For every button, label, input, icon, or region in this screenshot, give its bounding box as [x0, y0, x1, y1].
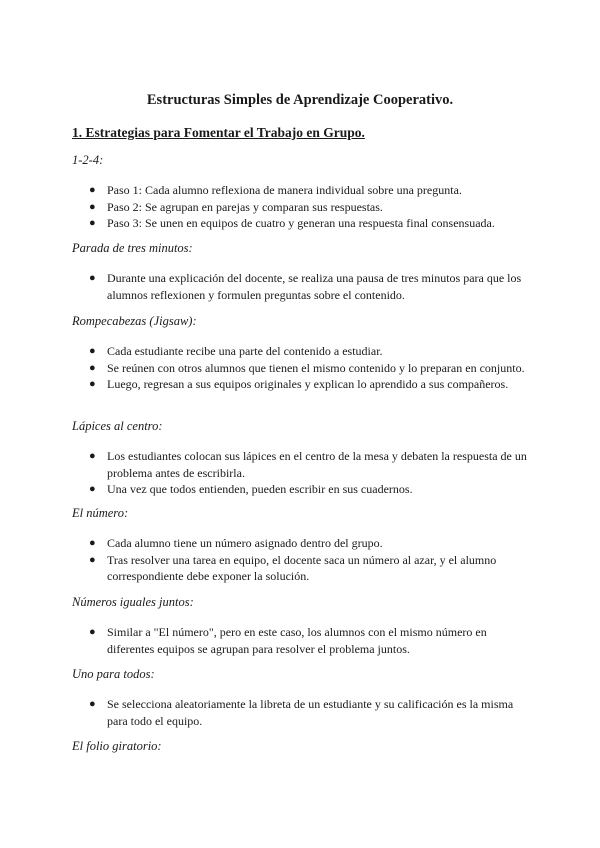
list-item: ● Luego, regresan a sus equipos originales y explican lo aprendido a sus compañeros.	[89, 377, 509, 391]
section-heading: 1. Estrategias para Fomentar el Trabajo en Grupo.	[72, 125, 365, 140]
strategy-steps	[72, 182, 532, 232]
list-item: ● Cada estudiante recibe una parte del contenido a estudiar.	[89, 344, 383, 358]
strategy-parada-tres-minutos	[72, 240, 532, 303]
list-item: ● Paso 2: Se agrupan en parejas y comparan sus respuestas.	[89, 199, 383, 214]
bullet-icon: ●	[89, 217, 96, 229]
strategy-title: 1-2-4:	[72, 153, 104, 167]
strategy-steps	[72, 448, 532, 498]
strategy-steps	[72, 343, 532, 393]
list-item: ● Los estudiantes colocan sus lápices en el centro de la mesa y debaten la respuesta de un problema antes de escribirla.	[89, 449, 527, 480]
strategy-title: Lápices al centro:	[72, 419, 163, 433]
strategy-steps	[72, 696, 532, 729]
strategy-steps	[72, 624, 532, 657]
bullet-icon: ●	[89, 553, 96, 566]
bullet-icon: ●	[89, 626, 96, 638]
strategy-lapices-al-centro	[72, 418, 532, 498]
list-item: ● Paso 1: Cada alumno reflexiona de manera individual sobre una pregunta.	[89, 183, 462, 197]
list-item: ● Cada alumno tiene un número asignado dentro del grupo.	[89, 536, 383, 550]
bullet-icon: ●	[89, 361, 96, 374]
bullet-icon: ●	[89, 698, 96, 710]
bullet-icon: ●	[89, 378, 96, 390]
strategy-numeros-iguales-juntos	[72, 594, 532, 657]
strategy-title: Números iguales juntos:	[72, 595, 194, 609]
strategy-el-folio-giratorio	[72, 738, 532, 754]
bullet-icon: ●	[89, 450, 96, 462]
list-item: ● Se reúnen con otros alumnos que tienen el mismo contenido y lo preparan en conjunto.	[89, 360, 525, 375]
bullet-icon: ●	[89, 537, 96, 549]
document-title: Estructuras Simples de Aprendizaje Cooperativo.	[146, 92, 454, 108]
strategy-title: El número:	[72, 506, 129, 520]
strategy-title: El folio giratorio:	[72, 739, 162, 753]
strategy-steps	[72, 270, 532, 303]
strategy-rompecabezas	[72, 313, 532, 393]
strategy-1-2-4	[72, 152, 532, 232]
bullet-icon: ●	[89, 200, 96, 213]
strategy-uno-para-todos	[72, 666, 532, 729]
strategy-title: Rompecabezas (Jigsaw):	[72, 314, 197, 328]
bullet-icon: ●	[89, 184, 96, 196]
list-item: ● Tras resolver una tarea en equipo, el docente saca un número al azar, y el alumno correspondiente debe exponer la solución.	[89, 552, 497, 583]
list-item: ● Una vez que todos entienden, pueden escribir en sus cuadernos.	[89, 482, 413, 496]
list-item: ● Similar a "El número", pero en este caso, los alumnos con el mismo número en diferentes equipos se agrupan para resolver el problema juntos.	[89, 625, 487, 656]
strategy-el-numero	[72, 505, 532, 585]
strategy-title: Uno para todos:	[72, 667, 155, 681]
list-item: ● Paso 3: Se unen en equipos de cuatro y generan una respuesta final consensuada.	[89, 216, 495, 230]
bullet-icon: ●	[89, 272, 96, 284]
bullet-icon: ●	[89, 483, 96, 495]
strategy-steps	[72, 535, 532, 585]
strategy-title: Parada de tres minutos:	[72, 241, 193, 255]
list-item: ● Durante una explicación del docente, se realiza una pausa de tres minutos para que los alumnos reflexionen y formulen preguntas sobre el contenido.	[89, 271, 522, 302]
bullet-icon: ●	[89, 345, 96, 357]
list-item: ● Se selecciona aleatoriamente la libreta de un estudiante y su calificación es la misma para todo el equipo.	[89, 697, 514, 728]
